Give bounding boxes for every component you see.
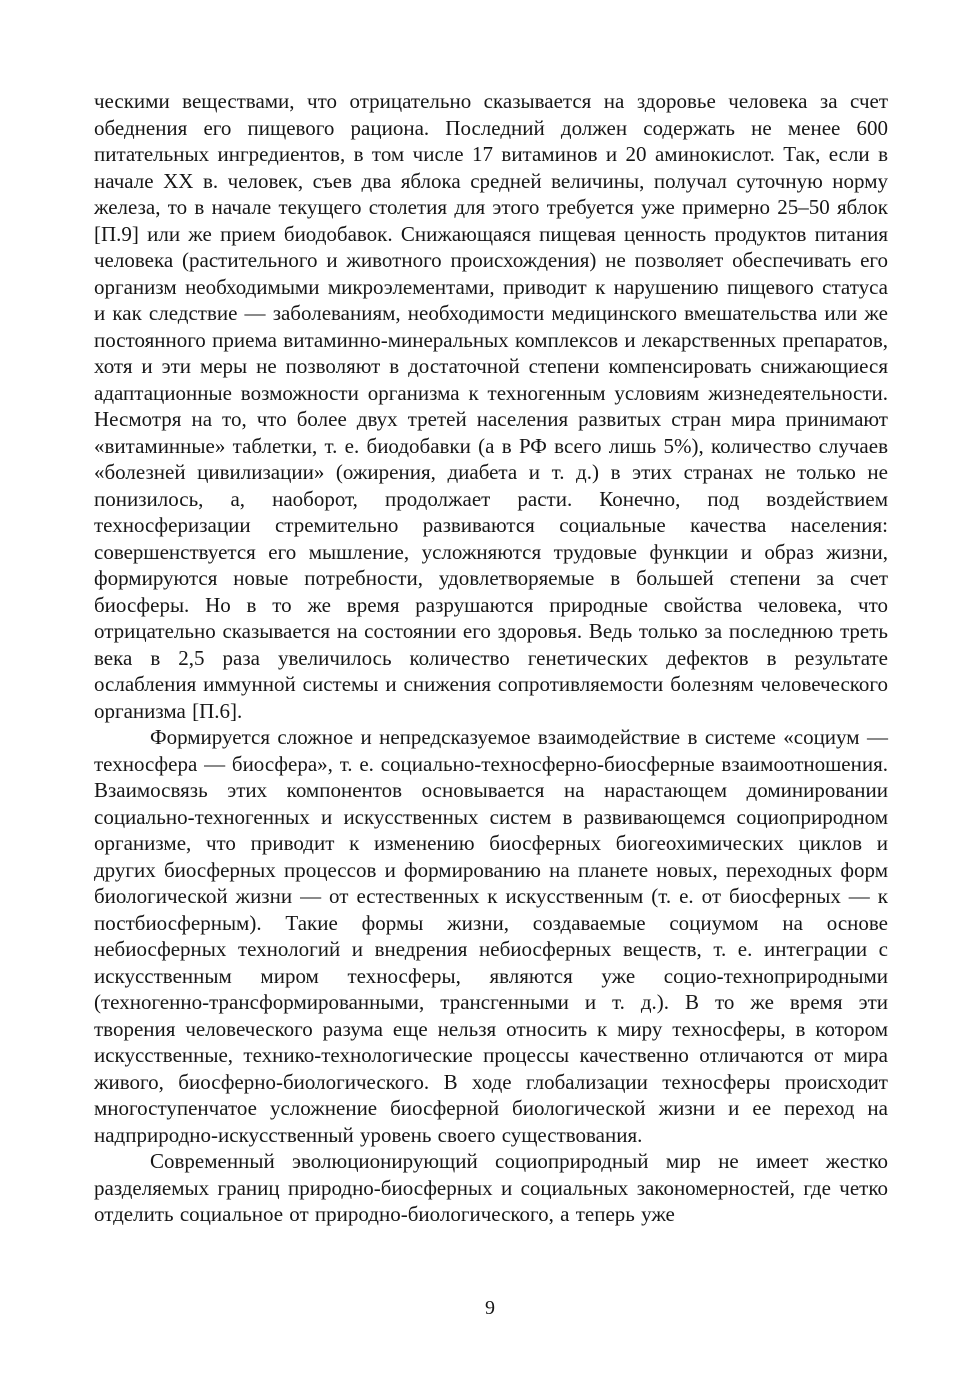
paragraph-continuation: ческими веществами, что отрицательно сказывается на здоровье человека за счет обеднения его пищевого рациона. Последний должен содержать не менее 600 питательных ингредиентов, в том числе 17 витаминов и 20 аминокислот. Так, если в начале XX в. человек, съев два яблока средней величины, получал суточную норму железа, то в начале текущего столетия для этого требуется уже примерно 25–50 яблок [П.9] или же прием биодобавок. Снижающаяся пищевая ценность продуктов питания человека (растительного и животного происхождения) не позволяет обеспечивать его организм необходимыми микроэлементами, приводит к нарушению пищевого статуса и как следствие — заболеваниям, необходимости медицинского вмешательства или же постоянного приема витаминно-минеральных комплексов и лекарственных препаратов, хотя и эти меры не позволяют в достаточной степени компенсировать снижающиеся адаптационные возможности организма к техногенным условиям жизнедеятельности. Несмотря на то, что более двух третей населения развитых стран мира принимают «витаминные» таблетки, т. е. биодобавки (а в РФ всего лишь 5%), количество случаев «болезней цивилизации» (ожирения, диабета и т. д.) в этих странах не только не понизилось, а, наоборот, продолжает расти. Конечно, под воздействием техносферизации стремительно развиваются социальные качества населения: совершенствуется его мышление, усложняются трудовые функции и образ жизни, формируются новые потребности, удовлетворяемые в большей степени за счет биосферы. Но в то же время разрушаются природные свойства человека, что отрицательно сказывается на состоянии его здоровья. Ведь только за последнюю треть века в 2,5 раза увеличилось количество генетических дефектов в результате ослабления иммунной системы и снижения сопротивляемости болезням человеческого организма [П.6]. (94, 89, 888, 723)
text-block (94, 88, 888, 1228)
paragraph-modern-world: Современный эволюционирующий социоприродный мир не имеет жестко разделяемых границ природно-биосферных и социальных закономерностей, где четко отделить социальное от природно-биологического, а теперь уже (94, 1149, 888, 1226)
page-number: 9 (485, 1297, 495, 1319)
paragraph-sociosphere: Формируется сложное и непредсказуемое взаимодействие в системе «социум — техносфера — биосфера», т. е. социально-техносферно-биосферные взаимоотношения. Взаимосвязь этих компонентов основывается на нарастающем доминировании социально-техногенных и искусственных систем в развивающемся социоприродном организме, что приводит к изменению биосферных биогеохимических циклов и других биосферных процессов и формированию на планете новых, переходных форм биологической жизни — от естественных к искусственным (т. е. от биосферных — к постбиосферным). Такие формы жизни, создаваемые социумом на основе небиосферных технологий и внедрения небиосферных веществ, т. е. интеграции с искусственным миром техносферы, являются уже социо-техноприродными (техногенно-трансформированными, трансгенными и т. д.). В то же время эти творения человеческого разума еще нельзя относить к миру техносферы, в котором искусственные, технико-технологические процессы качественно отличаются от мира живого, биосферно-биологического. В ходе глобализации техносферы происходит многоступенчатое усложнение биосферной биологической жизни и ее переход на надприродно-искусственный уровень своего существования. (94, 725, 888, 1147)
